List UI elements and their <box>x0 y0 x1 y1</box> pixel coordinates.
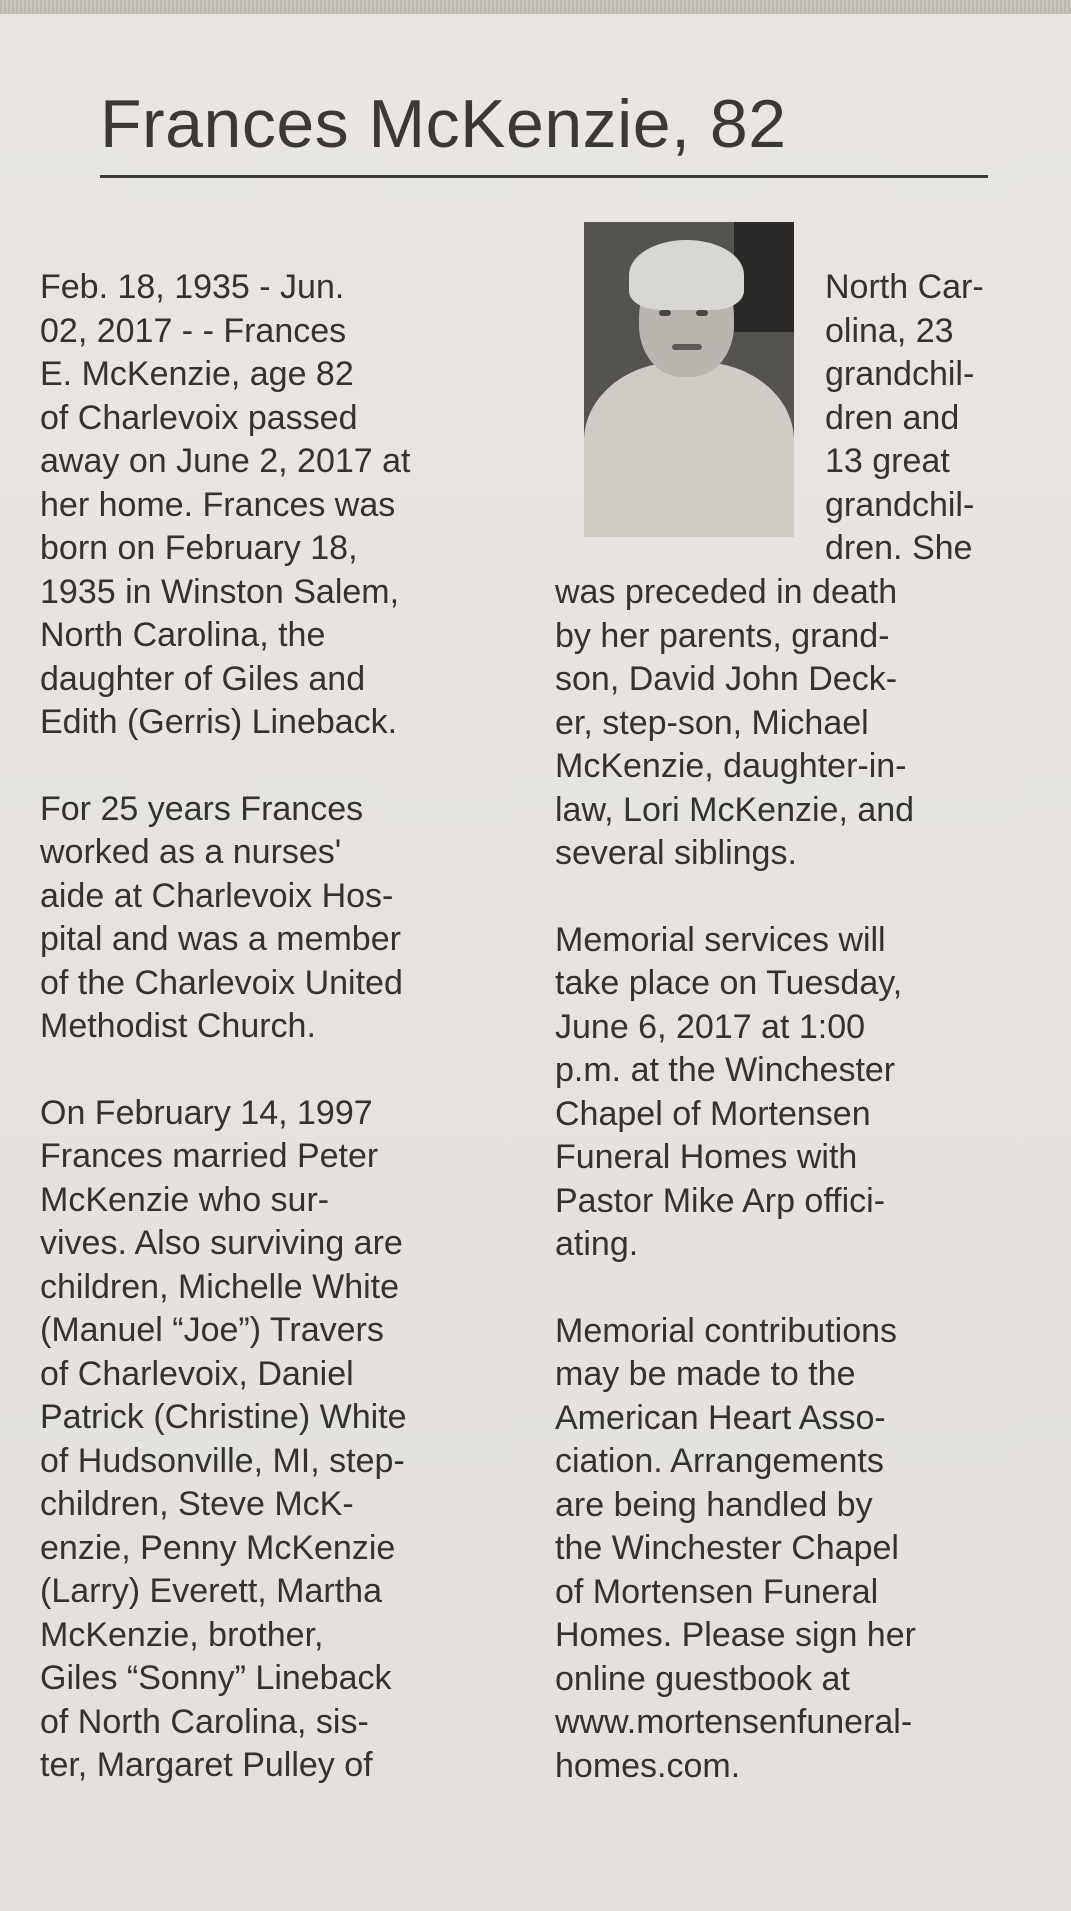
obituary-title: Frances McKenzie, 82 <box>100 86 787 162</box>
right-text-column <box>555 571 1055 1788</box>
text-line: McKenzie, daughter-in- <box>555 747 907 785</box>
left-text-column <box>40 266 510 1788</box>
text-line: law, Lori McKenzie, and <box>555 790 915 829</box>
portrait-photo <box>584 222 794 537</box>
text-line: Pastor Mike Arp offici- <box>555 1181 886 1220</box>
text-line: Methodist Church. <box>40 1007 316 1045</box>
text-line: (Larry) Everett, Martha <box>40 1572 382 1610</box>
text-line: Chapel of Mortensen <box>555 1094 871 1133</box>
text-line: Memorial services will <box>555 920 886 959</box>
text-line: Frances married Peter <box>40 1137 379 1175</box>
text-line: several siblings. <box>555 834 797 872</box>
text-line: by her parents, grand- <box>555 616 890 655</box>
text-line: North Car- <box>825 268 984 306</box>
paragraph-gap <box>555 876 1055 919</box>
text-line: McKenzie, brother, <box>40 1615 324 1654</box>
text-line: (Manuel “Joe”) Travers <box>40 1311 384 1349</box>
title-underline <box>100 175 988 178</box>
text-line: E. McKenzie, age 82 <box>40 355 354 393</box>
text-line: dren and <box>825 398 960 437</box>
text-line: of Hudsonville, MI, step- <box>40 1441 405 1480</box>
text-line: North Carolina, the <box>40 616 326 654</box>
text-line: born on February 18, <box>40 529 358 567</box>
paragraph-gap <box>555 1267 1055 1310</box>
text-line: Feb. 18, 1935 - Jun. <box>40 268 345 306</box>
text-line: online guestbook at <box>555 1659 850 1698</box>
text-line: dren. She <box>825 529 973 567</box>
paragraph-gap <box>40 745 510 788</box>
text-line: worked as a nurses' <box>40 833 342 871</box>
right-top-text-column <box>825 266 1065 571</box>
text-line: www.mortensenfuneral- <box>555 1703 913 1741</box>
text-line: Homes. Please sign her <box>555 1616 916 1654</box>
text-line: vives. Also surviving are <box>40 1224 403 1262</box>
text-line: of North Carolina, sis- <box>40 1702 369 1741</box>
text-line: away on June 2, 2017 at <box>40 442 411 480</box>
text-line: pital and was a member <box>40 920 401 958</box>
text-line: homes.com. <box>555 1746 741 1785</box>
text-line: aide at Charlevoix Hos- <box>40 876 394 915</box>
text-line: of Charlevoix, Daniel <box>40 1354 354 1393</box>
text-line: Funeral Homes with <box>555 1138 858 1176</box>
text-line: 02, 2017 - - Frances <box>40 311 347 350</box>
text-line: children, Steve McK- <box>40 1485 354 1523</box>
text-line: are being handled by <box>555 1485 873 1524</box>
text-line: her home. Frances was <box>40 485 396 524</box>
text-line: ciation. Arrangements <box>555 1442 884 1480</box>
text-line: American Heart Asso- <box>555 1398 886 1437</box>
text-line: son, David John Deck- <box>555 660 898 698</box>
text-line: 13 great <box>825 442 950 480</box>
text-line: ter, Margaret Pulley of <box>40 1746 373 1784</box>
text-line: was preceded in death <box>555 573 898 611</box>
text-line: of Charlevoix passed <box>40 398 358 437</box>
text-line: enzie, Penny McKenzie <box>40 1528 396 1567</box>
text-line: June 6, 2017 at 1:00 <box>555 1007 866 1046</box>
paragraph-gap <box>40 1049 510 1092</box>
text-line: grandchil- <box>825 485 975 524</box>
text-line: may be made to the <box>555 1355 856 1393</box>
text-line: p.m. at the Winchester <box>555 1051 896 1089</box>
text-line: of Mortensen Funeral <box>555 1572 879 1611</box>
text-line: grandchil- <box>825 355 975 393</box>
text-line: 1935 in Winston Salem, <box>40 572 400 611</box>
text-line: olina, 23 <box>825 311 954 350</box>
text-line: Memorial contributions <box>555 1311 898 1350</box>
text-line: McKenzie who sur- <box>40 1180 330 1219</box>
text-line: Edith (Gerris) Lineback. <box>40 703 398 741</box>
text-line: daughter of Giles and <box>40 659 366 698</box>
text-line: take place on Tuesday, <box>555 964 903 1002</box>
text-line: Giles “Sonny” Lineback <box>40 1659 392 1697</box>
text-line: For 25 years Frances <box>40 789 364 828</box>
text-line: Patrick (Christine) White <box>40 1398 407 1436</box>
text-line: the Winchester Chapel <box>555 1529 899 1567</box>
text-line: ating. <box>555 1225 639 1263</box>
text-line: On February 14, 1997 <box>40 1093 373 1132</box>
text-line: of the Charlevoix United <box>40 963 403 1002</box>
text-line: children, Michelle White <box>40 1267 400 1306</box>
text-line: er, step-son, Michael <box>555 703 869 742</box>
